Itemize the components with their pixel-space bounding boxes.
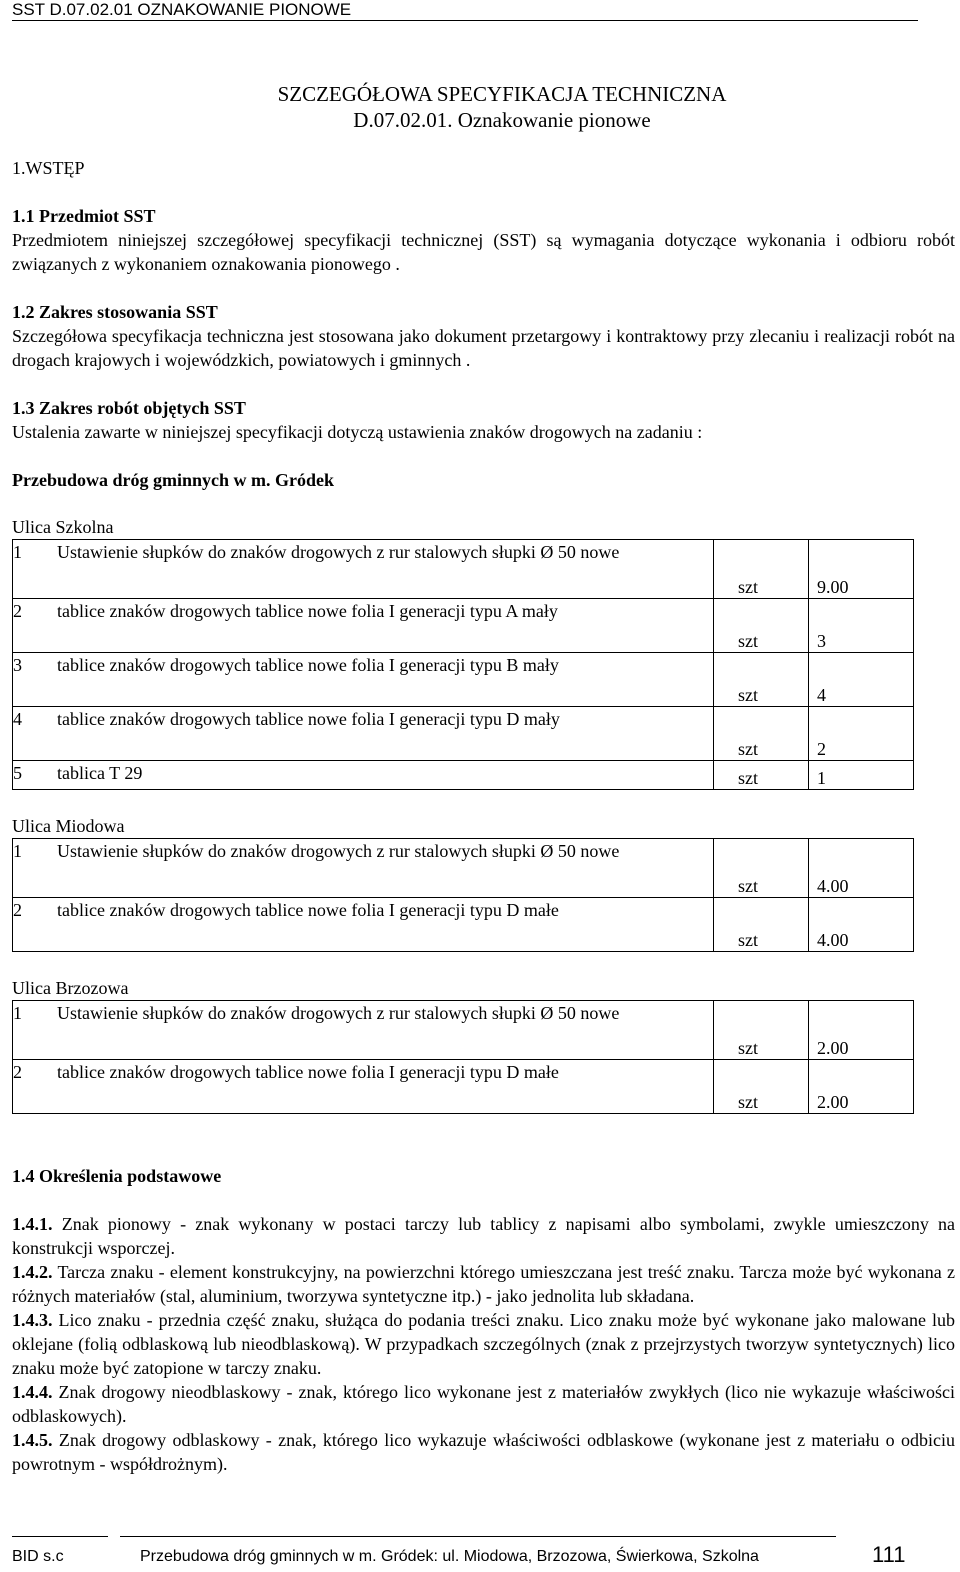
definition-text: Znak drogowy odblaskowy - znak, którego lico wykazuje właściwości odblaskowe (wykonane jest z materiału o odbiciu powrotnym - współdrożnym).: [12, 1430, 955, 1474]
item-quantity: 2: [809, 707, 914, 761]
section-body-1-2: Szczegółowa specyfikacja techniczna jest stosowana jako dokument przetargowy i kontraktowy przy zlecaniu i realizacji robót na drogach krajowych i wojewódzkich, powiatowych i gminnych .: [12, 326, 955, 370]
definition-number: 1.4.1.: [12, 1214, 53, 1234]
street-name: Ulica Szkolna: [12, 517, 114, 537]
item-number: 5: [13, 763, 22, 783]
section-body-1-3: Ustalenia zawarte w niniejszej specyfikacji dotyczą ustawienia znaków drogowych na zadaniu :: [12, 422, 703, 442]
table-row: [13, 653, 914, 707]
item-quantity: 4.00: [809, 839, 914, 898]
item-quantity: 4: [809, 653, 914, 707]
footer-project: Przebudowa dróg gminnych w m. Gródek: ul. Miodowa, Brzozowa, Świerkowa, Szkolna: [140, 1548, 759, 1565]
item-number: 1: [13, 841, 22, 861]
item-unit: szt: [714, 1001, 809, 1060]
items-table: [12, 539, 914, 790]
definition-number: 1.4.4.: [12, 1382, 53, 1402]
item-unit: szt: [714, 898, 809, 952]
item-number: 2: [13, 601, 22, 621]
table-row: [13, 540, 914, 599]
item-quantity: 2.00: [809, 1001, 914, 1060]
definition-1-4-2: [12, 1260, 955, 1308]
definition-1-4-3: [12, 1308, 955, 1380]
definition-text: Lico znaku - przednia część znaku, służąca do podania treści znaku. Lico znaku może być wykonane jako malowane lub oklejane (folią odblaskową lub nieodblaskową). W przypadkach szczególnych (znak z przejrzystych tworzyw syntetycznych) lico znaku może być zatopione w tarczy znaku.: [12, 1310, 955, 1378]
table-row: [13, 761, 914, 790]
item-unit: szt: [714, 761, 809, 790]
definition-1-4-4: [12, 1380, 955, 1428]
item-description: Ustawienie słupków do znaków drogowych z rur stalowych słupki Ø 50 nowe: [57, 841, 620, 861]
page-number: 111: [872, 1542, 906, 1567]
section-heading-intro: 1.WSTĘP: [12, 158, 85, 178]
table-row: [13, 898, 914, 952]
definition-number: 1.4.5.: [12, 1430, 53, 1450]
document-title: SZCZEGÓŁOWA SPECYFIKACJA TECHNICZNA: [277, 82, 727, 106]
section-heading-1-1: 1.1 Przedmiot SST: [12, 206, 156, 226]
street-name: Ulica Miodowa: [12, 816, 125, 836]
header-rule: [12, 20, 918, 21]
item-number: 2: [13, 1062, 22, 1082]
section-heading-1-2: 1.2 Zakres stosowania SST: [12, 302, 218, 322]
definition-text: Znak drogowy nieodblaskowy - znak, którego lico wykonane jest z materiałów zwykłych (lico nie wykazuje właściwości odblaskowych).: [12, 1382, 955, 1426]
item-unit: szt: [714, 653, 809, 707]
item-quantity: 1: [809, 761, 914, 790]
item-description: Ustawienie słupków do znaków drogowych z rur stalowych słupki Ø 50 nowe: [57, 542, 620, 562]
item-description: tablice znaków drogowych tablice nowe folia I generacji typu B mały: [57, 655, 559, 675]
item-description: tablica T 29: [57, 763, 143, 783]
table-row: [13, 1001, 914, 1060]
definition-text: Znak pionowy - znak wykonany w postaci tarczy lub tablicy z napisami albo symbolami, zwykle umieszczony na konstrukcji wsporczej.: [12, 1214, 956, 1258]
item-unit: szt: [714, 1060, 809, 1114]
item-number: 1: [13, 1003, 22, 1023]
footer-company: BID s.c: [12, 1548, 64, 1565]
table-row: [13, 599, 914, 653]
section-heading-1-3: 1.3 Zakres robót objętych SST: [12, 398, 246, 418]
footer-rule: [12, 1536, 108, 1537]
footer-rule: [120, 1536, 836, 1537]
item-description: tablice znaków drogowych tablice nowe folia I generacji typu A mały: [57, 601, 558, 621]
table-row: [13, 839, 914, 898]
page-header: SST D.07.02.01 OZNAKOWANIE PIONOWE: [12, 0, 352, 19]
item-description: tablice znaków drogowych tablice nowe folia I generacji typu D mały: [57, 709, 560, 729]
section-body-1-1: Przedmiotem niniejszej szczegółowej specyfikacji technicznej (SST) są wymagania dotyczące wykonania i odbioru robót związanych z wykonaniem oznakowania pionowego .: [12, 230, 955, 274]
item-quantity: 2.00: [809, 1060, 914, 1114]
item-number: 3: [13, 655, 22, 675]
definition-text: Tarcza znaku - element konstrukcyjny, na powierzchni którego umieszczana jest treść znaku. Tarcza może być wykonana z różnych materiałów (stal, aluminium, tworzywa syntetyczne itp.) - jako jednolita lub składana.: [12, 1262, 955, 1306]
definition-number: 1.4.3.: [12, 1310, 53, 1330]
items-table: [12, 1000, 914, 1114]
project-name: Przebudowa dróg gminnych w m. Gródek: [12, 470, 335, 490]
table-row: [13, 707, 914, 761]
item-unit: szt: [714, 707, 809, 761]
definition-1-4-1: [12, 1212, 955, 1260]
table-row: [13, 1060, 914, 1114]
street-name: Ulica Brzozowa: [12, 978, 129, 998]
item-number: 2: [13, 900, 22, 920]
item-number: 1: [13, 542, 22, 562]
item-unit: szt: [714, 599, 809, 653]
item-quantity: 3: [809, 599, 914, 653]
item-unit: szt: [714, 839, 809, 898]
item-quantity: 9.00: [809, 540, 914, 599]
item-description: tablice znaków drogowych tablice nowe folia I generacji typu D małe: [57, 900, 559, 920]
item-description: tablice znaków drogowych tablice nowe folia I generacji typu D małe: [57, 1062, 559, 1082]
item-description: Ustawienie słupków do znaków drogowych z rur stalowych słupki Ø 50 nowe: [57, 1003, 620, 1023]
item-number: 4: [13, 709, 22, 729]
document-subtitle: D.07.02.01. Oznakowanie pionowe: [353, 108, 651, 132]
item-unit: szt: [714, 540, 809, 599]
section-heading-1-4: 1.4 Określenia podstawowe: [12, 1166, 222, 1186]
definition-1-4-5: [12, 1428, 955, 1476]
items-table: [12, 838, 914, 952]
definition-number: 1.4.2.: [12, 1262, 53, 1282]
item-quantity: 4.00: [809, 898, 914, 952]
